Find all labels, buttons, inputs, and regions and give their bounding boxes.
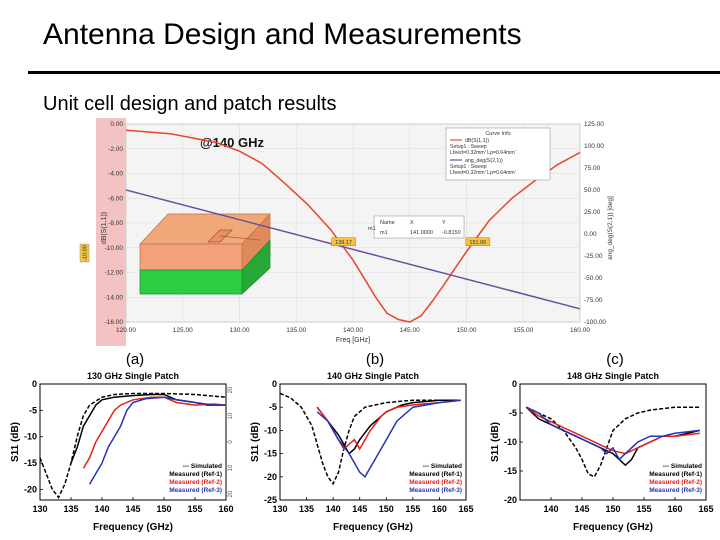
x-tick-label: 160 bbox=[218, 504, 234, 514]
x-axis-label: Frequency (GHz) bbox=[572, 522, 654, 533]
x-tick-label: 145 bbox=[574, 504, 590, 514]
legend-entry: Measured (Ref-1) bbox=[649, 471, 702, 478]
legend-entry: Measured (Ref-2) bbox=[649, 479, 702, 486]
y-left-tick-label: -10.00 bbox=[104, 244, 123, 252]
x-axis-label: Frequency (GHz) bbox=[92, 522, 174, 533]
x-tick-label: 155 bbox=[187, 504, 203, 514]
x-tick-label: 150 bbox=[378, 504, 394, 514]
x-tick-label: 145 bbox=[125, 504, 141, 514]
y-left-tick-label: 0.00 bbox=[110, 121, 123, 128]
y-tick-label: -5 bbox=[268, 402, 277, 413]
legend-entry: Measured (Ref-3) bbox=[169, 487, 222, 494]
y-right-axis-label: ang_deg(S(2,1)) [deg] bbox=[607, 196, 614, 260]
legend-entry-setup: Setup1 : Sweep bbox=[450, 144, 487, 150]
slide-subtitle: Unit cell design and patch results bbox=[43, 93, 337, 115]
y-right-tick-label: 50.00 bbox=[584, 187, 601, 194]
chart-title: 130 GHz Single Patch bbox=[86, 371, 180, 381]
y-tick-label: -5 bbox=[508, 408, 517, 418]
y-right-tick-label: -50.00 bbox=[584, 275, 603, 282]
y-tick-label: -15 bbox=[263, 448, 277, 459]
y-axis-label: S11 (dB) bbox=[250, 421, 261, 463]
y-right-tick-label: 10 bbox=[228, 464, 234, 472]
ground-front-face bbox=[140, 270, 242, 294]
y-tick-label: -10 bbox=[263, 425, 277, 436]
legend-entry: Measured (Ref-2) bbox=[409, 479, 462, 486]
marker-table-cell: 141.0000 bbox=[410, 230, 433, 236]
legend-entry: --- Simulated bbox=[182, 463, 222, 470]
x-tick-label: 160.00 bbox=[570, 327, 590, 334]
y-right-tick-label: 20 bbox=[228, 490, 234, 498]
left-margin-marker-label: -10.00 bbox=[82, 245, 89, 261]
marker-flag-label: 151.00 bbox=[469, 239, 487, 246]
legend-entry: Measured (Ref-1) bbox=[169, 471, 222, 478]
chart-130ghz-single-patch bbox=[0, 351, 240, 538]
chart-title: 140 GHz Single Patch bbox=[326, 371, 420, 381]
marker-table-header: Name bbox=[380, 220, 395, 226]
y-right-tick-label: 0 bbox=[228, 440, 234, 444]
y-tick-label: -20 bbox=[23, 484, 37, 495]
chart-140ghz-single-patch bbox=[240, 351, 480, 538]
x-tick-label: 160 bbox=[667, 504, 683, 514]
title-divider bbox=[28, 71, 720, 74]
y-right-tick-label: -25.00 bbox=[584, 253, 603, 260]
x-tick-label: 155 bbox=[405, 504, 421, 514]
y-left-tick-label: -4.00 bbox=[108, 170, 123, 178]
y-right-tick-label: 75.00 bbox=[584, 165, 601, 172]
y-right-tick-label: -100.00 bbox=[584, 319, 607, 326]
y-tick-label: -10 bbox=[23, 431, 37, 442]
y-tick-label: -25 bbox=[263, 495, 277, 505]
marker-table-cell: m1 bbox=[380, 230, 388, 236]
x-tick-label: 150 bbox=[156, 504, 172, 514]
marker-table-cell: -0.8150 bbox=[442, 230, 461, 236]
x-tick-label: 130 bbox=[272, 504, 288, 514]
legend-entry-params: Lfeed=0.32mm' Lp=0.64mm' bbox=[450, 170, 516, 176]
x-tick-label: 140.00 bbox=[343, 327, 363, 334]
y-tick-label: 0 bbox=[271, 379, 277, 389]
x-tick-label: 160 bbox=[431, 504, 447, 514]
legend-entry: Measured (Ref-3) bbox=[649, 487, 702, 494]
marker-table-header: X bbox=[410, 220, 414, 226]
x-tick-label: 120.00 bbox=[116, 327, 136, 334]
x-tick-label: 130.00 bbox=[229, 327, 250, 334]
y-tick-label: -20 bbox=[263, 471, 277, 482]
y-axis-label: S11 (dB) bbox=[10, 421, 21, 463]
y-left-tick-label: -2.00 bbox=[108, 145, 123, 153]
x-tick-label: 130 bbox=[32, 504, 48, 514]
y-right-tick-label: 10 bbox=[228, 412, 234, 420]
y-right-tick-label: 20 bbox=[228, 386, 234, 394]
legend-entry: Measured (Ref-2) bbox=[169, 479, 222, 486]
patch-front-face bbox=[140, 244, 242, 270]
y-left-tick-label: -8.00 bbox=[108, 220, 123, 227]
y-tick-label: -10 bbox=[503, 437, 517, 447]
chart-title: @140 GHz bbox=[200, 135, 264, 150]
x-tick-label: 165 bbox=[458, 504, 474, 514]
y-right-tick-label: 100.00 bbox=[584, 143, 604, 150]
legend-entry: Measured (Ref-1) bbox=[409, 471, 462, 478]
x-tick-label: 140 bbox=[94, 504, 110, 514]
y-tick-label: -20 bbox=[503, 495, 517, 505]
y-left-tick-label: -6.00 bbox=[108, 195, 123, 203]
x-tick-label: 155 bbox=[636, 504, 652, 514]
y-right-tick-label: 25.00 bbox=[584, 209, 601, 216]
x-tick-label: 150 bbox=[605, 504, 621, 514]
panel-label: (c) bbox=[606, 351, 624, 368]
x-tick-label: 145.00 bbox=[399, 327, 420, 334]
panel-label: (b) bbox=[365, 351, 385, 368]
y-left-axis-label: dB(S(1,1)) bbox=[101, 211, 108, 245]
x-tick-label: 125.00 bbox=[172, 327, 193, 334]
slide-title: Antenna Design and Measurements bbox=[43, 18, 522, 51]
x-axis-label: Freq [GHz] bbox=[335, 337, 371, 344]
y-tick-label: -15 bbox=[503, 466, 517, 476]
y-tick-label: 0 bbox=[31, 379, 37, 389]
legend-entry: --- Simulated bbox=[662, 463, 702, 470]
y-left-tick-label: -12.00 bbox=[104, 269, 123, 277]
x-tick-label: 140 bbox=[325, 504, 341, 514]
marker-table-header: Y bbox=[442, 220, 446, 226]
x-axis-label: Frequency (GHz) bbox=[332, 522, 414, 533]
legend-entry-name: ang_deg(S(2,1)) bbox=[465, 158, 503, 164]
x-tick-label: 150.00 bbox=[456, 327, 477, 334]
marker-table-tag: m1 bbox=[368, 226, 376, 232]
y-left-tick-label: -16.00 bbox=[104, 319, 123, 326]
panel-label: (a) bbox=[125, 351, 145, 368]
hfss-simulation-chart bbox=[80, 118, 620, 346]
chart-title: 148 GHz Single Patch bbox=[566, 371, 660, 381]
y-left-tick-label: -14.00 bbox=[104, 294, 123, 302]
y-tick-label: -15 bbox=[23, 458, 37, 469]
legend-entry: --- Simulated bbox=[422, 463, 462, 470]
legend-header: Curve Info bbox=[485, 131, 511, 137]
marker-flag-label: 139.17 bbox=[335, 239, 352, 246]
x-tick-label: 140 bbox=[543, 504, 559, 514]
y-right-tick-label: 0.00 bbox=[584, 231, 597, 238]
legend-entry: Measured (Ref-3) bbox=[409, 487, 462, 494]
x-tick-label: 155.00 bbox=[513, 327, 534, 334]
y-tick-label: -5 bbox=[28, 405, 37, 416]
x-tick-label: 135.00 bbox=[286, 327, 307, 334]
y-right-tick-label: 125.00 bbox=[584, 121, 604, 128]
legend-entry-params: Lfeed=0.32mm' Lp=0.64mm' bbox=[450, 150, 516, 156]
legend-entry-setup: Setup1 : Sweep bbox=[450, 164, 487, 170]
x-tick-label: 135 bbox=[63, 504, 79, 514]
y-tick-label: 0 bbox=[511, 379, 517, 389]
legend-entry-name: dB(S(1,1)) bbox=[465, 138, 489, 144]
y-right-tick-label: -75.00 bbox=[584, 297, 603, 304]
x-tick-label: 165 bbox=[698, 504, 714, 514]
chart-148ghz-single-patch bbox=[480, 351, 720, 538]
x-tick-label: 135 bbox=[299, 504, 315, 514]
x-tick-label: 145 bbox=[352, 504, 368, 514]
y-axis-label: S11 (dB) bbox=[490, 421, 501, 463]
